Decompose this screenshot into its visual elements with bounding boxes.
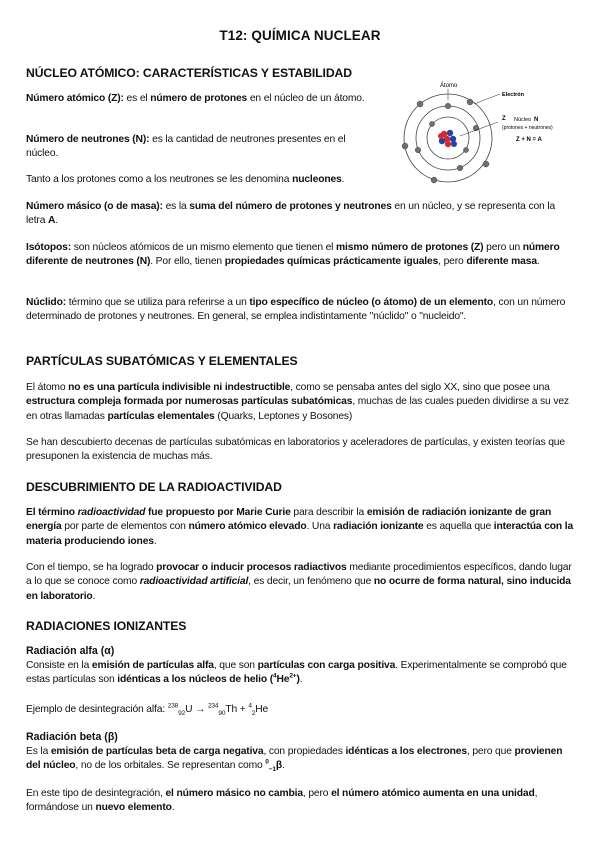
text: . [92, 590, 96, 602]
mass-sup: 4 [273, 672, 277, 680]
text: en el núcleo de un átomo. [247, 93, 365, 104]
bold-text: tipo específico de núcleo (o átomo) de un elemento [249, 297, 494, 308]
plus-sign: + [237, 704, 249, 715]
text: es el [123, 93, 151, 104]
bold-text: A [48, 215, 56, 227]
text: . [171, 802, 175, 814]
text: mediante procedimientos específicos, dando lugar a lo que se conoce como [26, 562, 572, 588]
bold-text: interactúa con la materia produciendo iones [26, 521, 574, 547]
nucleus-pointer [460, 122, 498, 136]
text: es la [162, 201, 190, 212]
bold-text: nucleones [292, 174, 342, 185]
electron [431, 177, 437, 183]
electron [463, 147, 468, 152]
bold-text: El término [26, 507, 78, 518]
text: , con un número determinado de protones y neutrones. En general, se emplea indistintamente "núclido" o "nucleido". [26, 297, 566, 323]
term: Número de neutrones (N): [26, 134, 150, 145]
text: Consiste en la [26, 660, 92, 671]
nucleus [438, 130, 457, 147]
text: , es decir, un fenómeno que [248, 576, 374, 588]
bold-text: suma del número de protones y neutrones [189, 201, 392, 212]
electron [417, 101, 423, 107]
atom-diagram [390, 78, 570, 186]
th-number: 90 [218, 710, 226, 718]
bold-italic-text: radioactividad [77, 507, 146, 518]
paragraph-atom-structure [26, 381, 574, 424]
paragraph-artificial-radioactivity [26, 561, 574, 604]
paragraph-alpha-example [26, 703, 574, 717]
text: En este tipo de desintegración, [26, 788, 166, 799]
text: pero un [483, 242, 523, 253]
electron [467, 99, 473, 105]
subheading-beta: Radiación beta (β) [26, 731, 118, 743]
term: Isótopos: [26, 242, 71, 253]
text: Tanto a los protones como a los neutrones se les denomina [26, 174, 293, 185]
electron [457, 165, 463, 171]
text: término que se utiliza para referirse a un [65, 297, 250, 308]
bold-text: número atómico elevado [188, 521, 307, 533]
electron [415, 147, 421, 153]
paragraph-mass-number [26, 200, 574, 229]
he-mass: 4 [248, 702, 252, 710]
he-symbol: He [255, 704, 269, 715]
text: es aquella que [423, 521, 494, 533]
text: Es la [26, 746, 51, 757]
paragraph-radioactivity-term [26, 506, 574, 549]
nucleus-label: Núcleo [514, 117, 532, 123]
page-title: T12: QUÍMICA NUCLEAR [219, 28, 381, 43]
term: Número másico (o de masa): [26, 201, 163, 212]
paragraph-beta-decay [26, 787, 574, 816]
electron [429, 121, 434, 126]
u-mass: 238 [167, 702, 179, 710]
text: . [536, 256, 540, 268]
bold-text: nuevo elemento [95, 802, 172, 814]
text: , pero [302, 788, 332, 799]
he-number: 2 [251, 710, 256, 718]
paragraph-beta [26, 745, 574, 774]
section-heading-ionizing: RADIACIONES IONIZANTES [26, 619, 187, 633]
text: , pero que [466, 746, 515, 757]
paragraph-alpha [26, 659, 574, 688]
section-heading-radioactivity: DESCUBRIMIENTO DE LA RADIOACTIVIDAD [26, 480, 282, 494]
neutron [447, 130, 453, 136]
subheading-alpha: Radiación alfa (α) [26, 645, 115, 657]
text: para describir la [290, 507, 367, 518]
helium-text: idénticas a los núcleos de helio ( [117, 674, 273, 686]
term: Número atómico (Z): [26, 93, 124, 104]
text: El átomo [26, 382, 69, 393]
text: , que son [213, 660, 258, 671]
text: es la cantidad de neutrones presentes en el núcleo. [26, 134, 346, 160]
text: , no de los orbitales. Se representan como [75, 760, 266, 772]
text: . [341, 174, 345, 185]
text: , pero [438, 256, 467, 268]
neutron [451, 141, 457, 147]
bold-text: idénticas a los electrones [345, 746, 467, 757]
text: , con propiedades [263, 746, 346, 757]
example-label: Ejemplo de desintegración alfa: [26, 704, 168, 715]
helium-close: ) [296, 674, 300, 686]
helium-symbol: He [276, 674, 290, 686]
electron [483, 161, 489, 167]
text: . [55, 215, 59, 227]
electron-label: Electrón [502, 92, 525, 98]
th-symbol: Th [225, 704, 238, 715]
text: son núcleos atómicos de un mismo elemento que tienen el [70, 242, 337, 253]
bold-italic-text: radioactividad artificial [139, 576, 249, 588]
paragraph-isotopes [26, 241, 574, 270]
text: por parte de elementos con [61, 521, 189, 533]
section-heading-subatomic: PARTÍCULAS SUBATÓMICAS Y ELEMENTALES [26, 354, 298, 368]
text: . Por ello, tienen [150, 256, 225, 268]
electron-pointer [474, 94, 500, 104]
beta-mass: 0 [265, 758, 269, 766]
bold-text: número de protones [150, 93, 248, 104]
nucleus-sub-label: (protones + neutrones) [502, 125, 553, 131]
proton [438, 133, 444, 139]
proton [445, 141, 451, 147]
text: . Una [306, 521, 334, 533]
paragraph-nuclide [26, 296, 574, 325]
bold-text: mismo número de protones (Z) [336, 242, 484, 253]
text: . [153, 535, 157, 547]
bold-text: número diferente de neutrones (N) [26, 242, 560, 268]
text: . [299, 674, 303, 686]
bold-text: no es una partícula indivisible ni indestructible [68, 382, 291, 393]
bold-text: emisión de partículas beta de carga negativa [50, 746, 264, 757]
bold-text: partículas elementales [107, 410, 215, 422]
text: , formándose un [26, 788, 538, 814]
text: . [282, 760, 285, 772]
bold-text: no ocurre de forma natural, sino inducida en laboratorio [26, 576, 571, 602]
formula-label: Z + N = A [516, 137, 542, 143]
beta-charge: −1 [268, 766, 276, 774]
text: (Quarks, Leptones y Bosones) [214, 410, 353, 422]
text: Con el tiempo, se ha logrado [26, 562, 157, 573]
th-mass: 234 [207, 702, 219, 710]
atom-label: Átomo [440, 83, 458, 89]
z-label: Z [502, 116, 506, 122]
bold-text: partículas con carga positiva [257, 660, 396, 671]
electron [445, 103, 451, 109]
n-label: N [534, 117, 539, 123]
paragraph-atomic-number [26, 92, 371, 106]
beta-symbol-group [265, 758, 283, 774]
text: en un núcleo, y se representa con la letra [26, 201, 556, 227]
bold-text [117, 674, 299, 685]
text: , muchas de las cuales pueden dividirse a su vez en otras llamadas [26, 396, 569, 422]
bold-text: estructura compleja formada por numerosas partículas subatómicas [26, 396, 353, 408]
beta-symbol: β [275, 760, 283, 772]
bold-text: fue propuesto por Marie Curie [145, 507, 291, 518]
bold-text: provocar o inducir procesos radiactivos [156, 562, 347, 573]
bold-text: el número atómico aumenta en una unidad [331, 788, 535, 799]
arrow-icon: → [192, 704, 208, 715]
bold-text: radiación ionizante [333, 521, 424, 533]
u-symbol: U [185, 704, 193, 715]
text: , como se pensaba antes del siglo XX, sino que posee una [290, 382, 550, 393]
paragraph-neutron-number [26, 133, 371, 162]
bold-text: diferente masa [466, 256, 537, 268]
paragraph-discovered-particles: Se han descubierto decenas de partículas subatómicas en laboratorios y aceleradores de partículas, y existen teorías que presuponen la existencia de muchas más. [26, 437, 565, 463]
charge-sup: 2+ [289, 672, 297, 680]
term: Núclido: [26, 297, 66, 308]
bold-text: el número másico no cambia [165, 788, 303, 799]
bold-text: provienen del núcleo [26, 746, 563, 772]
electron [402, 143, 408, 149]
text: . Experimentalmente se comprobó que estas partículas son [26, 660, 567, 686]
bold-text: propiedades químicas prácticamente iguales [224, 256, 439, 268]
u-number: 92 [178, 710, 186, 718]
bold-text: emisión de radiación ionizante de gran energía [26, 507, 552, 533]
bold-text: emisión de partículas alfa [91, 660, 214, 671]
section-heading-nucleus: NÚCLEO ATÓMICO: CARACTERÍSTICAS Y ESTABILIDAD [26, 66, 352, 80]
